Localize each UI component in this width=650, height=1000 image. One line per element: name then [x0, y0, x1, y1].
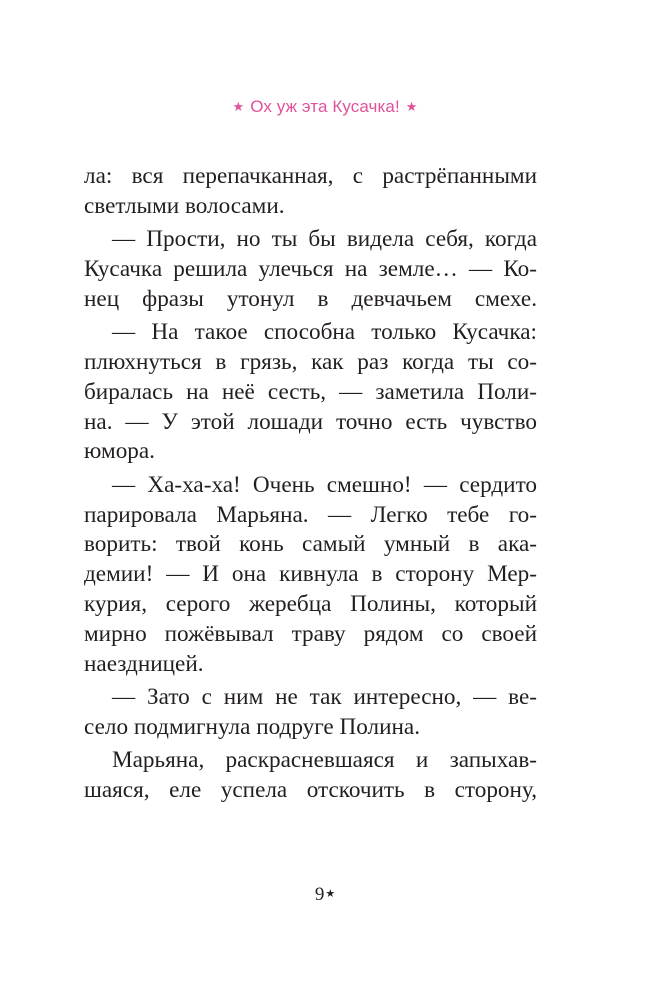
text-line: нец фразы утонул в девчачьем смехе. [84, 285, 537, 312]
paragraph [84, 162, 537, 222]
paragraph [84, 471, 537, 680]
star-icon-left: ★ [232, 99, 245, 114]
text-line: юмора. [84, 438, 155, 465]
text-line: ворить: твой конь самый умный в ака- [84, 531, 537, 558]
text-line: наездницей. [84, 650, 204, 677]
paragraph [84, 683, 537, 743]
text-line: парировала Марьяна. — Легко тебе го- [84, 501, 537, 528]
body-text [84, 162, 537, 806]
text-line: — Зато с ним не так интересно, — ве- [112, 683, 537, 710]
text-line: плюхнуться в грязь, как раз когда ты со- [84, 348, 537, 375]
text-line: Марьяна, раскрасневшаяся и запыхав- [112, 747, 537, 774]
star-icon: ★ [325, 888, 336, 900]
text-line: — Прости, но ты бы видела себя, когда [112, 226, 537, 253]
text-line: на. — У этой лошади точно есть чувство [84, 408, 537, 435]
text-line: — Ха-ха-ха! Очень смешно! — сердито [112, 471, 537, 498]
text-line: демии! — И она кивнула в сторону Мер- [84, 561, 537, 588]
running-head [0, 97, 650, 117]
star-icon-right: ★ [405, 99, 418, 114]
text-line: — На такое способна только Кусачка: [112, 319, 537, 346]
paragraph [84, 225, 537, 314]
text-line: ла: вся перепачканная, с растрёпанными [84, 163, 537, 189]
paragraph [84, 746, 537, 806]
page-folio [0, 884, 650, 906]
paragraph [84, 318, 537, 467]
text-line: светлыми волосами. [84, 192, 285, 219]
page-number: 9 [314, 884, 325, 905]
text-line: шаяся, еле успела отскочить в сторону, [84, 776, 537, 803]
text-line: Кусачка решила улечься на земле… — Ко- [84, 255, 537, 282]
text-line: курия, серого жеребца Полины, который [84, 590, 537, 617]
running-head-title: Ох уж эта Кусачка! [250, 97, 400, 116]
text-line: село подмигнула подруге Полина. [84, 713, 421, 740]
text-line: мирно пожёвывал траву рядом со своей [84, 620, 537, 647]
text-line: биралась на неё сесть, — заметила Поли- [84, 378, 537, 405]
